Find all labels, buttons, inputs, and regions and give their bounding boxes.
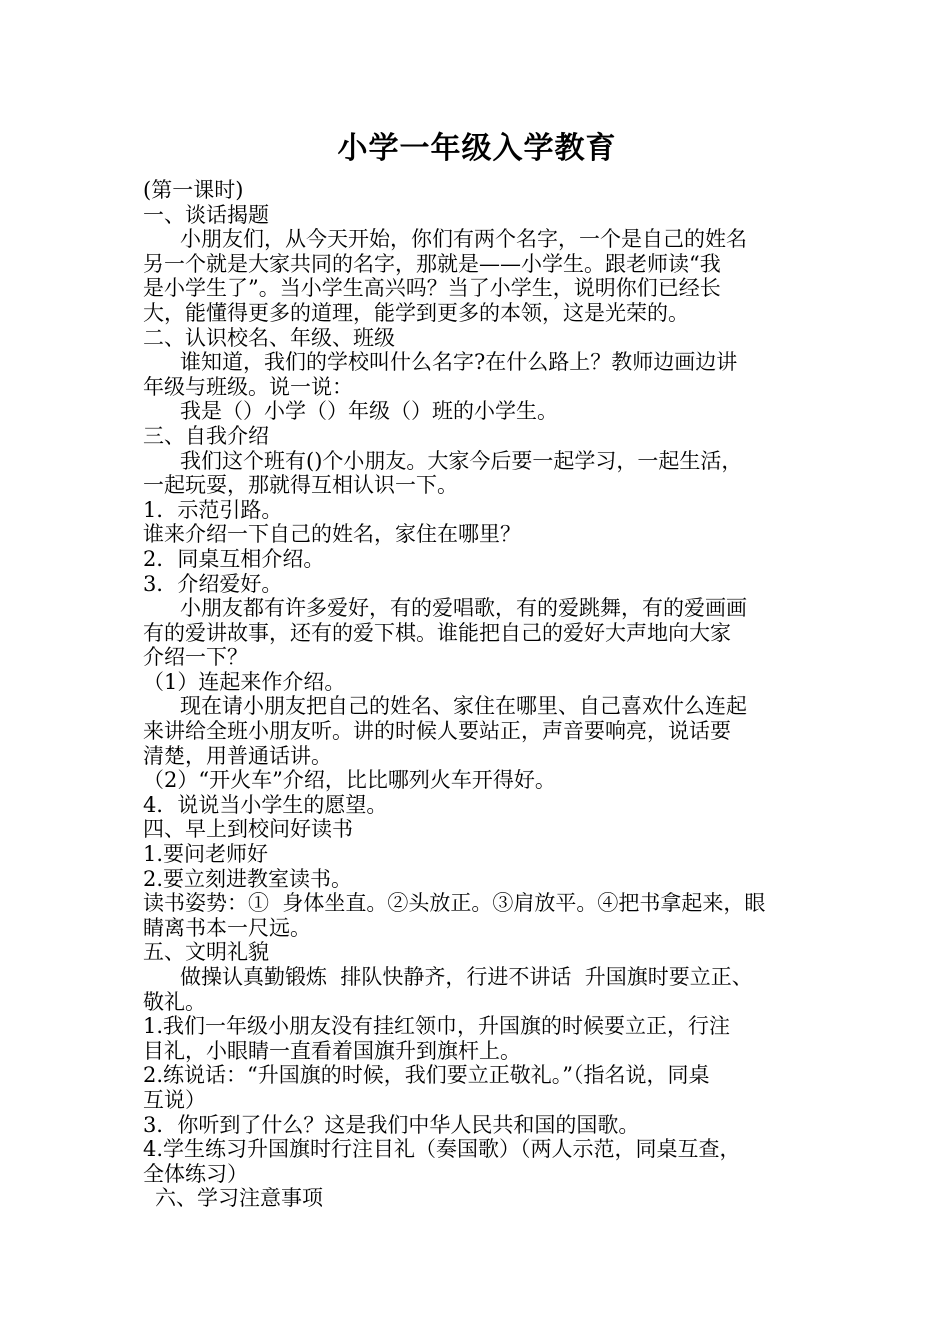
document-title: 小学一年级入学教育 — [337, 131, 617, 166]
text-line: 睛离书本一尺远。 — [143, 915, 311, 940]
text-line: 读书姿势：① 身体坐直。②头放正。③肩放平。④把书拿起来，眼 — [143, 891, 766, 916]
text-line: 1.我们一年级小朋友没有挂红领巾，升国旗的时候要立正，行注 — [143, 1014, 731, 1039]
text-line: 现在请小朋友把自己的姓名、家住在哪里、自己喜欢什么连起 — [180, 694, 747, 719]
text-line: （1）连起来作介绍。 — [143, 669, 346, 694]
text-line: 是小学生了”。当小学生高兴吗？当了小学生，说明你们已经长 — [143, 276, 721, 301]
text-line: 年级与班级。说一说： — [143, 374, 353, 399]
text-line: 一起玩耍，那就得互相认识一下。 — [143, 473, 458, 498]
text-line: 1.要问老师好 — [143, 842, 269, 867]
document-page — [143, 128, 811, 1211]
text-line: 另一个就是大家共同的名字，那就是——小学生。跟老师读“我 — [143, 251, 721, 276]
text-line: 做操认真勤锻炼 排队快静齐，行进不讲话 升国旗时要立正、 — [180, 965, 753, 989]
text-line: 谁知道，我们的学校叫什么名字?在什么路上？教师边画边讲 — [180, 350, 738, 375]
text-line: 全体练习） — [143, 1161, 248, 1186]
text-line: 4．说说当小学生的愿望。 — [143, 792, 388, 817]
text-line: 3．你听到了什么？这是我们中华人民共和国的国歌。 — [143, 1112, 640, 1137]
text-line: 小朋友们，从今天开始，你们有两个名字，一个是自己的姓名 — [180, 227, 747, 252]
text-line: 一、谈话揭题 — [143, 202, 269, 227]
text-line: （2）“开火车”介绍，比比哪列火车开得好。 — [143, 768, 556, 793]
text-line: 我是（）小学（）年级（）班的小学生。 — [180, 399, 558, 424]
text-line: 四、早上到校问好读书 — [143, 817, 353, 842]
text-line: 二、认识校名、年级、班级 — [143, 325, 395, 350]
document-body — [143, 178, 811, 1211]
text-line: 谁来介绍一下自己的姓名，家住在哪里？ — [143, 522, 521, 547]
text-line: 3．介绍爱好。 — [143, 571, 283, 596]
text-line: 五、文明礼貌 — [143, 940, 269, 965]
text-line: 清楚，用普通话讲。 — [143, 743, 332, 768]
text-line: 大，能懂得更多的道理，能学到更多的本领，这是光荣的。 — [143, 300, 689, 325]
text-line: 目礼，小眼睛一直看着国旗升到旗杆上。 — [143, 1038, 521, 1063]
text-line: 有的爱讲故事，还有的爱下棋。谁能把自己的爱好大声地向大家 — [143, 620, 731, 645]
text-line: 4.学生练习升国旗时行注目礼（奏国歌）（两人示范，同桌互查， — [143, 1137, 741, 1162]
text-line: (第一课时) — [143, 178, 244, 202]
text-line: 互说） — [143, 1087, 206, 1112]
text-line: 六、学习注意事项 — [155, 1186, 323, 1211]
text-line: 三、自我介绍 — [143, 423, 269, 448]
text-line: 2．同桌互相介绍。 — [143, 546, 325, 571]
text-line: 1．示范引路。 — [143, 497, 283, 522]
text-line: 来讲给全班小朋友听。讲的时候人要站正，声音要响亮，说话要 — [143, 719, 731, 744]
text-line: 2.练说话：“升国旗的时候，我们要立正敬礼。”（指名说，同桌 — [143, 1063, 710, 1088]
text-line: 我们这个班有()个小朋友。大家今后要一起学习，一起生活， — [180, 448, 743, 473]
text-line: 2.要立刻进教室读书。 — [143, 866, 353, 891]
text-line: 敬礼。 — [143, 989, 206, 1014]
text-line: 小朋友都有许多爱好，有的爱唱歌，有的爱跳舞，有的爱画画 — [180, 596, 747, 621]
text-line: 介绍一下？ — [143, 645, 248, 670]
